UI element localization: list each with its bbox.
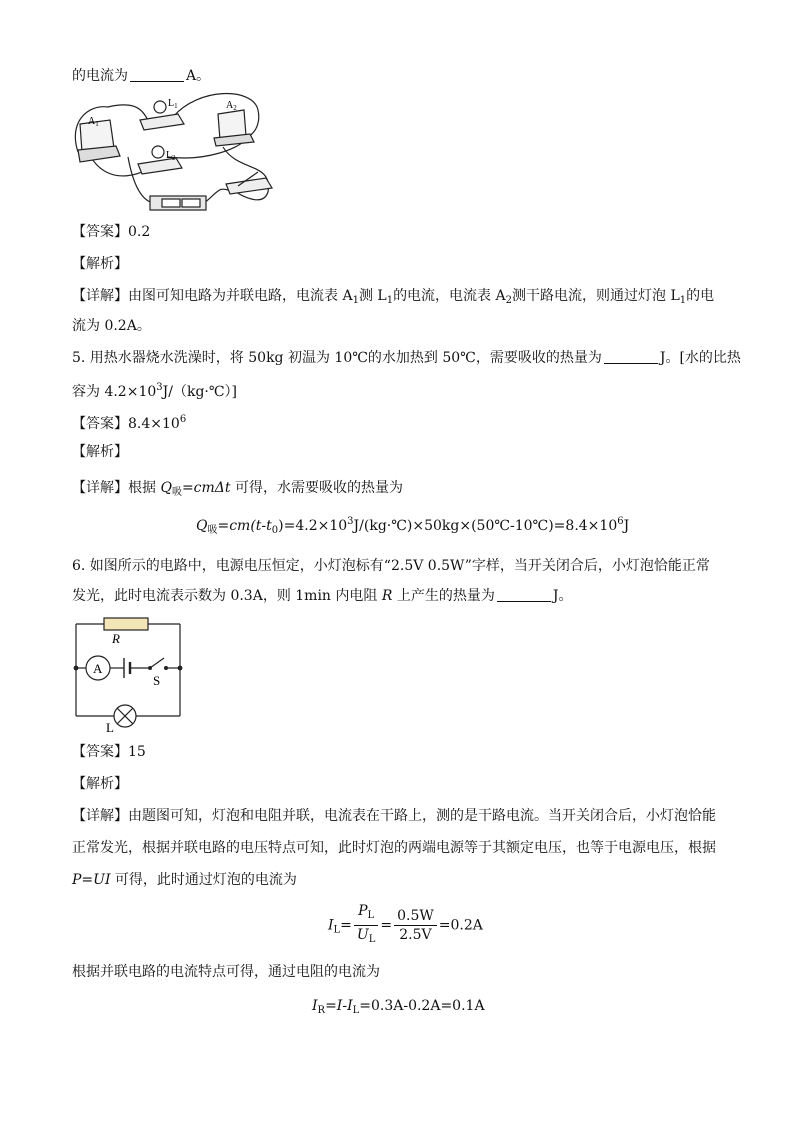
q4-detail-line1: 【详解】由图可知电路为并联电路，电流表 $A_1$测 $L_1$的电流，电流表 $A_2$测干路电流，则通过灯泡 $L_1$的电 [72, 288, 715, 306]
q6-detail-line3: P=UI 可得，此时通过灯泡的电流为 [72, 872, 297, 888]
label-l1: $L_1$ [168, 98, 178, 110]
answer-blank [497, 587, 551, 602]
q4-detail-line2: 流为 0.2A。 [72, 318, 151, 334]
answer-blank [130, 67, 184, 82]
q5-detail-line: 【详解】根据 $Q_吸=cm\Delta t$ 可得，水需要吸收的热量为 [72, 480, 403, 498]
resistor-symbol [104, 618, 148, 630]
label-r: R [112, 631, 120, 646]
q6-answer: 【答案】15 [72, 744, 146, 760]
q6-question-line1: 6. 如图所示的电路中，电源电压恒定，小灯泡标有“2.5V 0.5W”字样，当开关闭合后，小灯泡恰能正常 [72, 558, 710, 574]
answer-blank [604, 349, 658, 364]
label-a: A [93, 661, 103, 676]
q6-question-line2: 发光，此时电流表示数为 0.3A，则 1min 内电阻 R 上产生的热量为 J。 [72, 588, 573, 604]
label-a2: $A_2$ [226, 100, 237, 112]
label-l2: $L_2$ [166, 150, 176, 162]
q5-question-line2: 容为 $4.2\times 10^3J/(kg\cdot℃)$] [72, 382, 237, 400]
q6-formula1: $I_L=$ $\frac{P_L}{U_L}$ = $\frac{0.5W}{2.5V}$ =0.2A [328, 903, 483, 945]
q6-circuit-diagram [68, 612, 188, 734]
q5-answer: 【答案】$8.4\times 10^6$ [72, 414, 187, 432]
q5-question-line1: 5. 用热水器烧水洗澡时，将 50kg 初温为 10℃的水加热到 50℃，需要吸收的热量为 J。[水的比热 [72, 350, 741, 366]
q6-analysis-label: 【解析】 [72, 776, 128, 792]
q4-answer: 【答案】0.2 [72, 224, 151, 240]
q4-tail-line: 的电流为 A。 [72, 68, 211, 84]
q6-detail-line4: 根据并联电路的电流特点可得，通过电阻的电流为 [72, 964, 380, 980]
q6-detail-line2: 正常发光，根据并联电路的电压特点可知，此时灯泡的两端电源等于其额定电压，也等于电源电压，根据 [72, 840, 716, 856]
label-l: L [106, 720, 114, 734]
q6-formula2: $I_R=I-I_L=0.3A-0.2A=0.1A$ [312, 998, 485, 1016]
q5-formula: $Q_吸=cm(t-t_0)=4.2\times 10^3J/(kg\cdot℃)\times 50kg\times(50℃-10℃)=8.4\times 10^6J$ [196, 516, 630, 536]
label-s: S [153, 673, 161, 688]
label-a1: $A_1$ [88, 116, 99, 128]
q5-analysis-label: 【解析】 [72, 444, 128, 460]
q4-circuit-figure [68, 92, 283, 217]
q6-detail-line1: 【详解】由题图可知，灯泡和电阻并联，电流表在干路上，测的是干路电流。当开关闭合后，小灯泡恰能 [72, 808, 716, 824]
q4-analysis-label: 【解析】 [72, 256, 128, 272]
